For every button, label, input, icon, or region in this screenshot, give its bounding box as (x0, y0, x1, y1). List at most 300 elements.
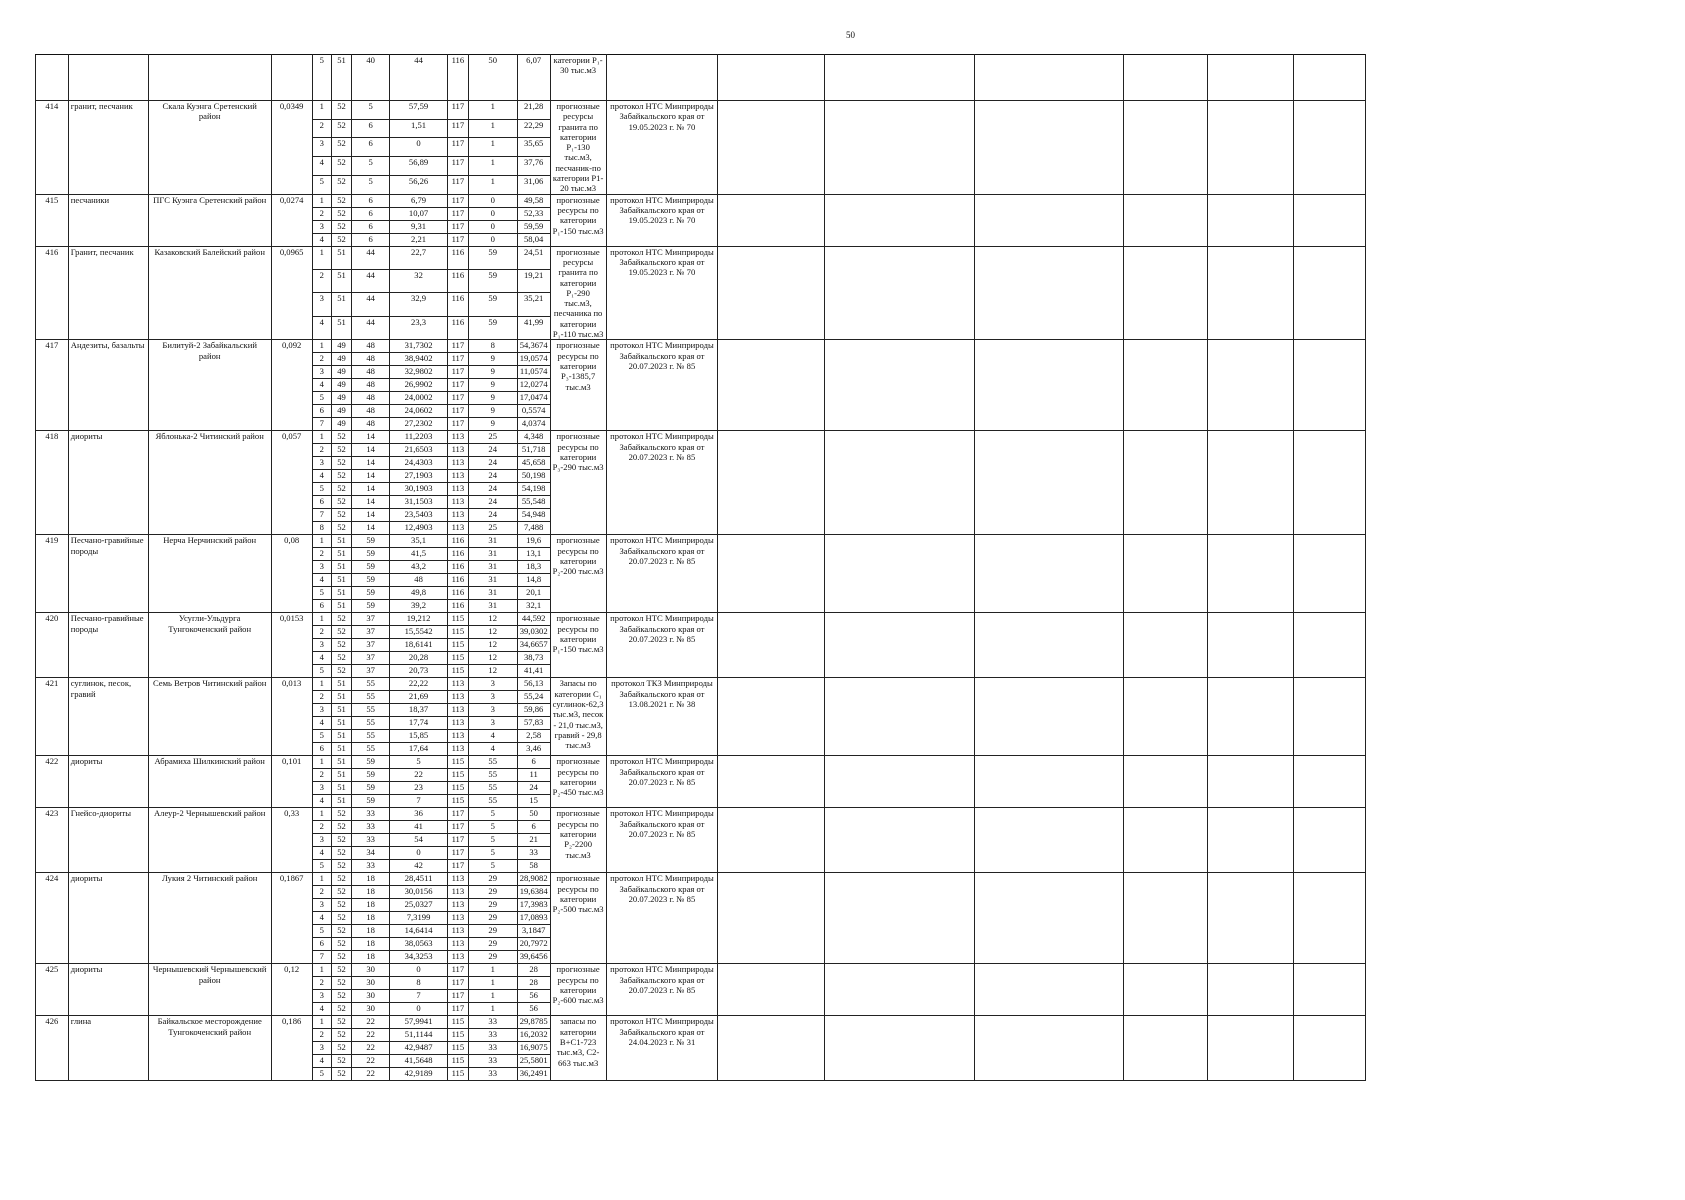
lon-min: 5 (468, 821, 517, 834)
lon-min: 55 (468, 795, 517, 808)
lon-deg: 113 (448, 704, 469, 717)
point-no: 2 (312, 977, 331, 990)
empty-cell (1293, 1016, 1365, 1081)
lon-deg: 113 (448, 873, 469, 886)
empty-cell (824, 194, 975, 246)
resources-note: прогнозные ресурсы по категории P₃-290 тыс.м3 (550, 431, 606, 535)
point-no: 4 (312, 795, 331, 808)
lat-sec: 41,5 (390, 548, 448, 561)
lon-min: 4 (468, 730, 517, 743)
lon-deg: 113 (448, 925, 469, 938)
point-no: 6 (312, 600, 331, 613)
point-no: 4 (312, 316, 331, 339)
point-no: 4 (312, 847, 331, 860)
empty-cell (718, 678, 824, 756)
lat-sec: 26,9902 (390, 379, 448, 392)
point-no: 3 (312, 834, 331, 847)
lon-sec: 56 (517, 990, 550, 1003)
lat-sec: 0 (390, 138, 448, 157)
table-row (36, 340, 1685, 353)
point-no: 3 (312, 457, 331, 470)
protocol-reference: протокол НТС Минприроды Забайкальского края от 20.07.2023 г. № 85 (606, 808, 718, 873)
lon-sec: 49,58 (517, 194, 550, 207)
empty-cell (1124, 340, 1208, 431)
lat-sec: 15,85 (390, 730, 448, 743)
lat-min: 14 (352, 522, 390, 535)
lat-deg: 52 (331, 977, 351, 990)
lat-min: 55 (352, 730, 390, 743)
lon-deg: 115 (448, 782, 469, 795)
deposits-table (35, 54, 1685, 1081)
lon-deg: 116 (448, 535, 469, 548)
lat-sec: 38,0563 (390, 938, 448, 951)
lon-sec: 28,9082 (517, 873, 550, 886)
lat-deg: 51 (331, 769, 351, 782)
lon-sec: 19,6384 (517, 886, 550, 899)
lon-min: 31 (468, 600, 517, 613)
rock-type: диориты (68, 431, 148, 535)
deposit-area: 0,057 (271, 431, 312, 535)
empty-cell (1124, 194, 1208, 246)
lon-sec: 15 (517, 795, 550, 808)
deposit-name: Лукия 2 Читинский район (148, 873, 271, 964)
lon-sec: 33 (517, 847, 550, 860)
resources-note: прогнозные ресурсы по категории P₂-2200 тыс.м3 (550, 808, 606, 873)
lat-sec: 22,22 (390, 678, 448, 691)
empty-cell (975, 964, 1124, 1016)
point-no: 4 (312, 717, 331, 730)
lat-sec: 18,37 (390, 704, 448, 717)
lat-min: 59 (352, 587, 390, 600)
page-number: 50 (846, 30, 855, 40)
lat-min: 18 (352, 873, 390, 886)
point-no: 5 (312, 925, 331, 938)
lat-min: 22 (352, 1016, 390, 1029)
empty-cell (1208, 535, 1293, 613)
lon-sec: 16,2032 (517, 1029, 550, 1042)
rock-type (68, 55, 148, 101)
lat-sec: 20,73 (390, 665, 448, 678)
lat-min: 44 (352, 246, 390, 269)
lat-sec: 9,31 (390, 220, 448, 233)
deposit-number: 422 (36, 756, 69, 808)
resources-note: прогнозные ресурсы по категории P₂-600 тыс.м3 (550, 964, 606, 1016)
lat-min: 14 (352, 444, 390, 457)
lat-min: 14 (352, 509, 390, 522)
lat-deg: 52 (331, 207, 351, 220)
lon-min: 29 (468, 886, 517, 899)
point-no: 3 (312, 1042, 331, 1055)
lon-deg: 117 (448, 860, 469, 873)
lon-sec: 32,1 (517, 600, 550, 613)
empty-cell (824, 246, 975, 340)
empty-cell (1124, 873, 1208, 964)
empty-cell (1293, 873, 1365, 964)
lon-sec: 36,2491 (517, 1068, 550, 1081)
point-no: 1 (312, 808, 331, 821)
lat-deg: 52 (331, 626, 351, 639)
lon-min: 33 (468, 1042, 517, 1055)
lat-sec: 54 (390, 834, 448, 847)
lon-deg: 117 (448, 353, 469, 366)
lon-min: 59 (468, 293, 517, 316)
lon-sec: 13,1 (517, 548, 550, 561)
deposit-area: 0,1867 (271, 873, 312, 964)
lon-min: 59 (468, 316, 517, 339)
lat-sec: 49,8 (390, 587, 448, 600)
lon-sec: 7,488 (517, 522, 550, 535)
lat-min: 5 (352, 101, 390, 120)
lat-deg: 49 (331, 392, 351, 405)
empty-cell (718, 431, 824, 535)
lon-sec: 54,948 (517, 509, 550, 522)
lon-sec: 16,9075 (517, 1042, 550, 1055)
lat-deg: 52 (331, 639, 351, 652)
lat-sec: 39,2 (390, 600, 448, 613)
lat-min: 5 (352, 175, 390, 194)
deposit-number: 419 (36, 535, 69, 613)
lat-min: 18 (352, 925, 390, 938)
empty-cell (975, 756, 1124, 808)
table-row (36, 613, 1685, 626)
lat-sec: 36 (390, 808, 448, 821)
lat-sec: 0 (390, 1003, 448, 1016)
lat-deg: 52 (331, 964, 351, 977)
lon-min: 29 (468, 873, 517, 886)
lat-sec: 17,64 (390, 743, 448, 756)
empty-cell (1293, 535, 1365, 613)
table-row (36, 678, 1685, 691)
table-row (36, 873, 1685, 886)
lon-min: 12 (468, 626, 517, 639)
lon-sec: 56 (517, 1003, 550, 1016)
lat-deg: 52 (331, 496, 351, 509)
lat-deg: 52 (331, 613, 351, 626)
point-no: 4 (312, 1055, 331, 1068)
resources-note: запасы по категории B+C1-723 тыс.м3, C2-663 тыс.м3 (550, 1016, 606, 1081)
deposit-name: Скала Куэнга Сретенский район (148, 101, 271, 195)
point-no: 2 (312, 691, 331, 704)
lat-min: 37 (352, 665, 390, 678)
lon-deg: 116 (448, 246, 469, 269)
point-no: 3 (312, 782, 331, 795)
lat-min: 22 (352, 1042, 390, 1055)
lon-deg: 116 (448, 293, 469, 316)
lat-deg: 52 (331, 194, 351, 207)
lat-min: 6 (352, 138, 390, 157)
lon-min: 5 (468, 847, 517, 860)
lon-deg: 117 (448, 405, 469, 418)
point-no: 4 (312, 470, 331, 483)
lon-deg: 115 (448, 756, 469, 769)
lon-min: 1 (468, 1003, 517, 1016)
lat-deg: 52 (331, 1016, 351, 1029)
empty-cell (975, 431, 1124, 535)
lon-deg: 116 (448, 574, 469, 587)
lon-min: 24 (468, 457, 517, 470)
empty-cell (1124, 964, 1208, 1016)
lat-min: 6 (352, 207, 390, 220)
lat-deg: 52 (331, 470, 351, 483)
point-no: 3 (312, 704, 331, 717)
rock-type: суглинок, песок, гравий (68, 678, 148, 756)
lat-sec: 56,89 (390, 157, 448, 176)
lat-min: 37 (352, 613, 390, 626)
lat-min: 33 (352, 860, 390, 873)
lon-deg: 117 (448, 821, 469, 834)
empty-cell (824, 964, 975, 1016)
lat-min: 55 (352, 743, 390, 756)
protocol-reference (606, 55, 718, 101)
lat-sec: 14,6414 (390, 925, 448, 938)
lon-min: 9 (468, 353, 517, 366)
lon-sec: 6 (517, 821, 550, 834)
lat-min: 59 (352, 756, 390, 769)
empty-cell (1124, 101, 1208, 195)
lon-deg: 115 (448, 769, 469, 782)
lon-deg: 115 (448, 1042, 469, 1055)
lon-deg: 113 (448, 743, 469, 756)
resources-note: прогнозные ресурсы по категории P₂-200 тыс.м3 (550, 535, 606, 613)
lon-sec: 6,07 (517, 55, 550, 101)
lon-sec: 19,21 (517, 270, 550, 293)
lat-deg: 52 (331, 938, 351, 951)
lon-deg: 113 (448, 899, 469, 912)
point-no: 4 (312, 379, 331, 392)
lat-sec: 30,1903 (390, 483, 448, 496)
empty-cell (1124, 613, 1208, 678)
lon-deg: 117 (448, 175, 469, 194)
lat-sec: 8 (390, 977, 448, 990)
lat-sec: 0 (390, 847, 448, 860)
lon-min: 29 (468, 912, 517, 925)
lat-min: 48 (352, 405, 390, 418)
lon-deg: 116 (448, 587, 469, 600)
empty-cell (1124, 808, 1208, 873)
lon-min: 1 (468, 175, 517, 194)
lat-sec: 28,4511 (390, 873, 448, 886)
lat-sec: 5 (390, 756, 448, 769)
resources-note: прогнозные ресурсы по категории P₂-500 тыс.м3 (550, 873, 606, 964)
protocol-reference: протокол НТС Минприроды Забайкальского края от 24.04.2023 г. № 31 (606, 1016, 718, 1081)
resources-note: прогнозные ресурсы по категории P₁-150 тыс.м3 (550, 613, 606, 678)
point-no: 3 (312, 293, 331, 316)
lat-min: 55 (352, 704, 390, 717)
empty-cell (824, 340, 975, 431)
deposit-number: 421 (36, 678, 69, 756)
lon-sec: 52,33 (517, 207, 550, 220)
empty-cell (1293, 55, 1365, 101)
lon-sec: 24 (517, 782, 550, 795)
lon-min: 55 (468, 782, 517, 795)
lon-deg: 117 (448, 379, 469, 392)
lat-min: 22 (352, 1068, 390, 1081)
lat-sec: 23,3 (390, 316, 448, 339)
lat-deg: 51 (331, 548, 351, 561)
lon-sec: 20,1 (517, 587, 550, 600)
lat-deg: 51 (331, 730, 351, 743)
lon-deg: 115 (448, 665, 469, 678)
lat-deg: 49 (331, 353, 351, 366)
lon-min: 24 (468, 509, 517, 522)
lon-sec: 17,0893 (517, 912, 550, 925)
lon-deg: 113 (448, 691, 469, 704)
lat-min: 55 (352, 691, 390, 704)
lon-min: 5 (468, 860, 517, 873)
lat-deg: 52 (331, 860, 351, 873)
point-no: 4 (312, 157, 331, 176)
lon-sec: 59,59 (517, 220, 550, 233)
rock-type: песчаники (68, 194, 148, 246)
empty-cell (1124, 1016, 1208, 1081)
lat-min: 48 (352, 353, 390, 366)
lon-min: 24 (468, 470, 517, 483)
deposit-number: 426 (36, 1016, 69, 1081)
lat-deg: 51 (331, 782, 351, 795)
empty-cell (975, 101, 1124, 195)
empty-cell (1208, 1016, 1293, 1081)
lon-sec: 55,548 (517, 496, 550, 509)
lat-deg: 51 (331, 270, 351, 293)
point-no: 2 (312, 886, 331, 899)
lat-deg: 52 (331, 912, 351, 925)
empty-cell (975, 873, 1124, 964)
rock-type: глина (68, 1016, 148, 1081)
lon-deg: 117 (448, 119, 469, 138)
lat-sec: 41 (390, 821, 448, 834)
rock-type: Песчано-гравийные породы (68, 535, 148, 613)
lat-deg: 51 (331, 704, 351, 717)
lat-deg: 52 (331, 1068, 351, 1081)
empty-cell (1293, 340, 1365, 431)
lat-sec: 17,74 (390, 717, 448, 730)
lon-deg: 117 (448, 418, 469, 431)
empty-cell (975, 678, 1124, 756)
lon-deg: 116 (448, 316, 469, 339)
empty-cell (718, 964, 824, 1016)
empty-cell (975, 246, 1124, 340)
table-row (36, 55, 1685, 101)
point-no: 1 (312, 340, 331, 353)
lat-deg: 51 (331, 717, 351, 730)
point-no: 5 (312, 175, 331, 194)
point-no: 3 (312, 220, 331, 233)
lat-min: 37 (352, 652, 390, 665)
empty-cell (718, 194, 824, 246)
lon-min: 29 (468, 938, 517, 951)
point-no: 6 (312, 496, 331, 509)
lat-deg: 52 (331, 899, 351, 912)
point-no: 7 (312, 951, 331, 964)
lat-sec: 48 (390, 574, 448, 587)
lon-min: 0 (468, 207, 517, 220)
lon-deg: 115 (448, 795, 469, 808)
deposit-area: 0,0965 (271, 246, 312, 340)
table-row (36, 101, 1685, 120)
lat-deg: 51 (331, 678, 351, 691)
lon-min: 0 (468, 220, 517, 233)
lon-deg: 115 (448, 639, 469, 652)
lon-deg: 115 (448, 1055, 469, 1068)
lat-deg: 52 (331, 990, 351, 1003)
lat-sec: 57,9941 (390, 1016, 448, 1029)
point-no: 5 (312, 860, 331, 873)
deposit-area: 0,0274 (271, 194, 312, 246)
empty-cell (718, 535, 824, 613)
point-no: 7 (312, 418, 331, 431)
protocol-reference: протокол НТС Минприроды Забайкальского края от 19.05.2023 г. № 70 (606, 101, 718, 195)
lat-sec: 20,28 (390, 652, 448, 665)
lat-min: 33 (352, 821, 390, 834)
point-no: 2 (312, 769, 331, 782)
lat-sec: 21,69 (390, 691, 448, 704)
lat-sec: 15,5542 (390, 626, 448, 639)
lat-deg: 49 (331, 379, 351, 392)
lon-sec: 39,6456 (517, 951, 550, 964)
lat-deg: 52 (331, 665, 351, 678)
deposit-area: 0,092 (271, 340, 312, 431)
point-no: 1 (312, 431, 331, 444)
lon-sec: 50 (517, 808, 550, 821)
deposit-number: 420 (36, 613, 69, 678)
empty-cell (824, 873, 975, 964)
lon-min: 24 (468, 444, 517, 457)
lon-deg: 113 (448, 431, 469, 444)
lat-sec: 24,0002 (390, 392, 448, 405)
point-no: 2 (312, 353, 331, 366)
lon-deg: 113 (448, 457, 469, 470)
lon-deg: 116 (448, 600, 469, 613)
resources-note: категории P₁- 30 тыс.м3 (550, 55, 606, 101)
deposit-number: 418 (36, 431, 69, 535)
deposit-number: 425 (36, 964, 69, 1016)
lat-deg: 52 (331, 951, 351, 964)
point-no: 2 (312, 626, 331, 639)
lat-deg: 52 (331, 175, 351, 194)
lon-min: 1 (468, 138, 517, 157)
lon-deg: 113 (448, 496, 469, 509)
rock-type: гранит, песчаник (68, 101, 148, 195)
lon-sec: 37,76 (517, 157, 550, 176)
empty-cell (1208, 756, 1293, 808)
empty-cell (975, 55, 1124, 101)
lon-sec: 38,73 (517, 652, 550, 665)
lon-min: 33 (468, 1055, 517, 1068)
lat-min: 59 (352, 548, 390, 561)
protocol-reference: протокол НТС Минприроды Забайкальского края от 20.07.2023 г. № 85 (606, 431, 718, 535)
lon-min: 31 (468, 548, 517, 561)
lat-sec: 42,9487 (390, 1042, 448, 1055)
deposit-number (36, 55, 69, 101)
lon-sec: 50,198 (517, 470, 550, 483)
point-no: 2 (312, 821, 331, 834)
lon-min: 59 (468, 246, 517, 269)
deposit-area: 0,33 (271, 808, 312, 873)
empty-cell (1208, 808, 1293, 873)
deposit-number: 414 (36, 101, 69, 195)
deposit-name: Семь Ветров Читинский район (148, 678, 271, 756)
lon-min: 3 (468, 704, 517, 717)
lat-deg: 51 (331, 574, 351, 587)
lat-sec: 32 (390, 270, 448, 293)
lon-sec: 28 (517, 964, 550, 977)
lon-min: 25 (468, 431, 517, 444)
rock-type: диориты (68, 873, 148, 964)
lat-min: 14 (352, 470, 390, 483)
rock-type: Песчано-гравийные породы (68, 613, 148, 678)
lat-min: 33 (352, 808, 390, 821)
lat-min: 40 (352, 55, 390, 101)
